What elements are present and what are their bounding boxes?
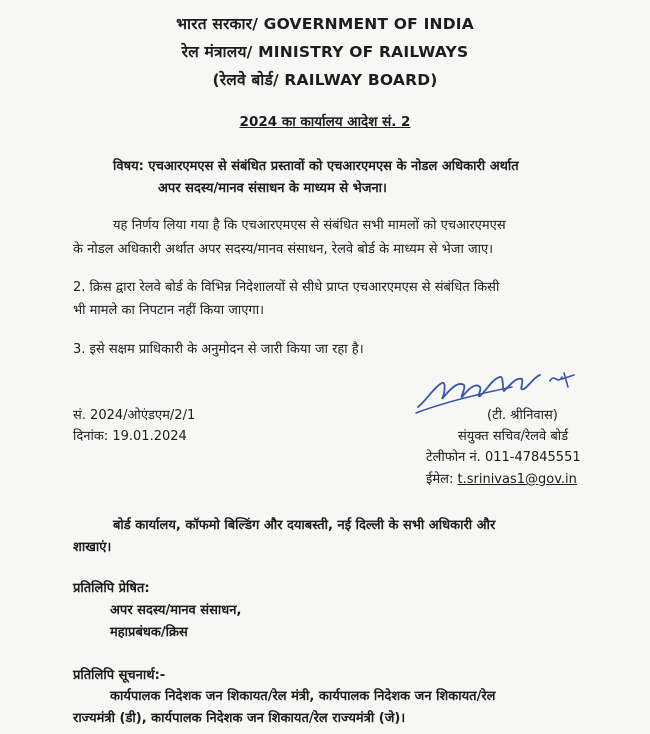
copy-info-heading: प्रतिलिपि सूचनार्थ:- [73, 668, 166, 683]
copy-to-item: अपर सदस्य/मानव संसाधन, [110, 603, 242, 618]
paragraph-1-line-1: यह निर्णय लिया गया है कि एचआरएमएस से संबंधित सभी मामलों को एचआरएमएस [113, 218, 506, 233]
copy-to-heading: प्रतिलिपि प्रेषित: [73, 581, 150, 596]
copy-info-line-2: राज्यमंत्री (डी), कार्यपालक निदेशक जन शिकायत/रेल राज्यमंत्री (जे)। [73, 711, 406, 726]
office-order-title [0, 112, 650, 130]
email-link[interactable]: t.srinivas1@gov.in [457, 472, 577, 487]
copy-to-item: महाप्रबंधक/क्रिस [110, 625, 188, 640]
paragraph-3: 3. इसे सक्षम प्राधिकारी के अनुमोदन से जारी किया जा रहा है। [73, 342, 364, 357]
signatory-email-row [426, 469, 577, 491]
signatory-name: (टी. श्रीनिवास) [487, 408, 558, 423]
signatory-phone: टेलीफोन नं. 011-47845551 [426, 450, 581, 465]
email-label: ईमेल: [426, 472, 454, 487]
subject-line-2: अपर सदस्य/मानव संसाधन के माध्यम से भेजना। [158, 181, 387, 196]
paragraph-1-line-2: के नोडल अधिकारी अर्थात अपर सदस्य/मानव संसाधन, रेलवे बोर्ड के माध्यम से भेजा जाए। [73, 242, 494, 257]
paragraph-2-line-2: भी मामले का निपटान नहीं किया जाएगा। [73, 303, 265, 318]
distribution-line-2: शाखाएं। [73, 540, 112, 555]
header-government: भारत सरकार/ GOVERNMENT OF INDIA [176, 15, 474, 33]
reference-number: सं. 2024/ओएंडएम/2/1 [73, 408, 196, 423]
paragraph-2-line-1: 2. क्रिस द्वारा रेलवे बोर्ड के विभिन्न निदेशालयों से सीधे प्राप्त एचआरएमएस से संबंधित किसी [73, 280, 500, 295]
reference-date: दिनांक: 19.01.2024 [73, 429, 187, 444]
office-order-title-text: 2024 का कार्यालय आदेश सं. 2 [239, 114, 411, 130]
header-board: (रेलवे बोर्ड/ RAILWAY BOARD) [212, 71, 438, 89]
distribution-line-1: बोर्ड कार्यालय, कॉफमो बिल्डिंग और दयाबस्ती, नई दिल्ली के सभी अधिकारी और [113, 518, 496, 533]
subject-line-1: विषय: एचआरएमएस से संबंधित प्रस्तावों को एचआरएमएस के नोडल अधिकारी अर्थात [113, 159, 519, 174]
signatory-designation: संयुक्त सचिव/रेलवे बोर्ड [458, 429, 569, 444]
header-ministry: रेल मंत्रालय/ MINISTRY OF RAILWAYS [181, 43, 469, 61]
copy-info-line-1: कार्यपालक निदेशक जन शिकायत/रेल मंत्री, कार्यपालक निदेशक जन शिकायत/रेल [110, 689, 496, 704]
